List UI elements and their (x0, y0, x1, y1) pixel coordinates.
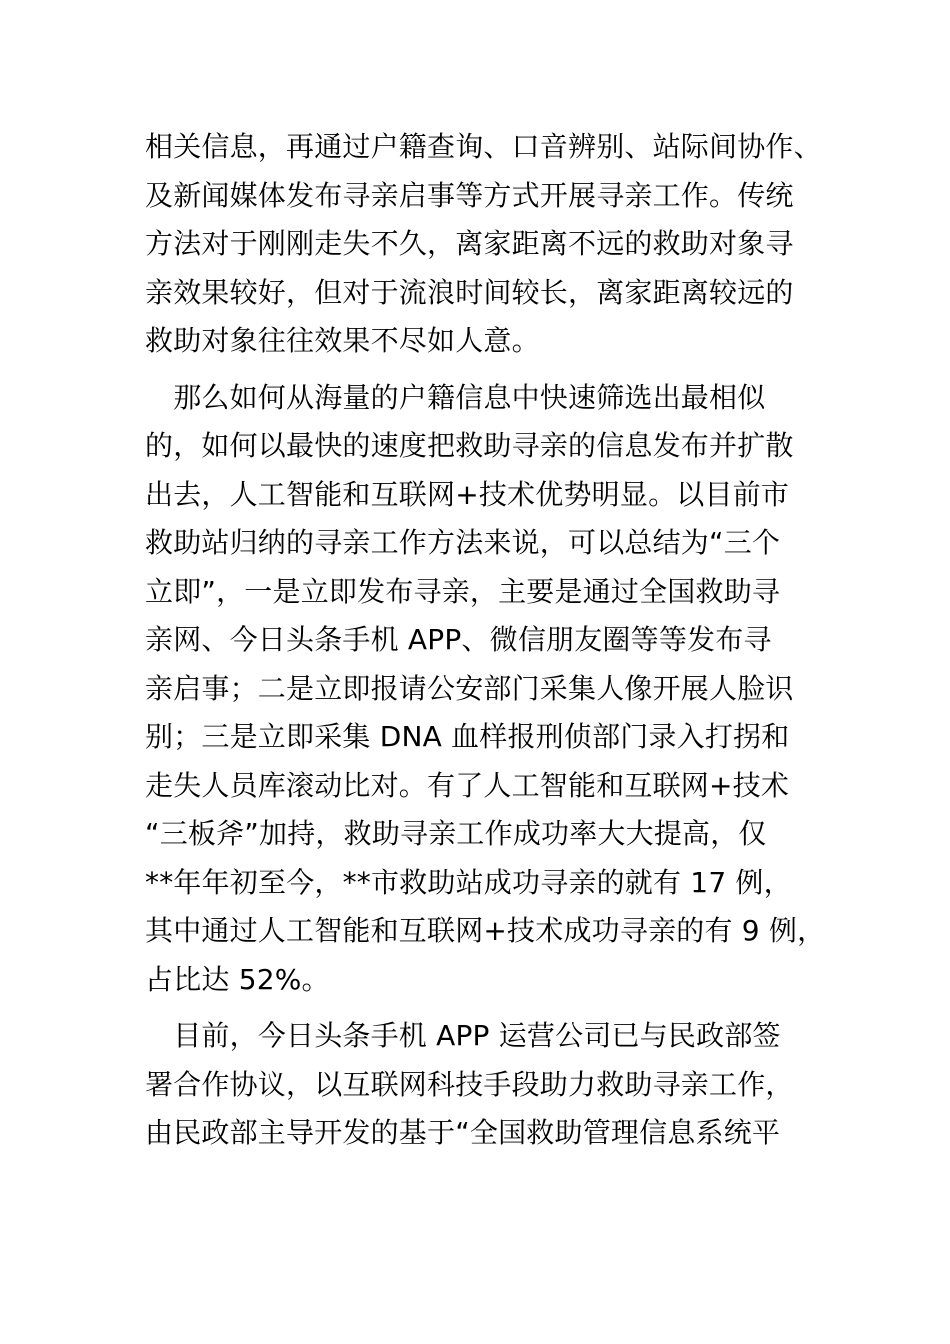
text-line: 其中通过人工智能和互联网+技术成功寻亲的有 9 例， (145, 914, 826, 947)
paragraph-spacer (145, 366, 825, 374)
body-text (145, 123, 825, 1158)
text-line: 方法对于刚刚走失不久，离家距离不远的救助对象寻 (145, 227, 794, 260)
text-line: 由民政部主导开发的基于“全国救助管理信息系统平 (145, 1116, 781, 1149)
text-line: 那么如何从海量的户籍信息中快速筛选出最相似 (145, 380, 766, 414)
text-line: 占比达 52%。 (145, 962, 330, 996)
text-line: 救助站归纳的寻亲工作方法来说，可以总结为“三个 (145, 526, 781, 559)
text-line: “三板斧”加持，救助寻亲工作成功率大大提高，仅 (145, 817, 767, 850)
paragraph-1 (145, 123, 825, 366)
text-line: 署合作协议，以互联网科技手段助力救助寻亲工作， (145, 1067, 794, 1101)
text-line: **年年初至今，**市救助站成功寻亲的就有 17 例， (145, 865, 792, 899)
paragraph-2 (145, 374, 825, 1005)
text-line: 救助对象往往效果不尽如人意。 (145, 324, 540, 357)
paragraph-spacer (145, 1004, 825, 1012)
text-line: 亲网、今日头条手机 APP、微信朋友圈等等发布寻 (145, 623, 772, 656)
text-line: 别；三是立即采集 DNA 血样报刑侦部门录入打拐和 (145, 720, 790, 753)
paragraph-3 (145, 1012, 825, 1158)
text-line: 及新闻媒体发布寻亲启事等方式开展寻亲工作。传统 (145, 178, 794, 212)
text-line: 相关信息，再通过户籍查询、口音辨别、站际间协作、 (145, 130, 822, 163)
text-line: 立即”，一是立即发布寻亲，主要是通过全国救助寻 (145, 574, 781, 608)
text-line: 走失人员库滚动比对。有了人工智能和互联网+技术 (145, 768, 790, 802)
text-line: 目前，今日头条手机 APP 运营公司已与民政部签 (145, 1019, 781, 1052)
text-line: 出去，人工智能和互联网+技术优势明显。以目前市 (145, 477, 790, 511)
text-line: 亲启事；二是立即报请公安部门采集人像开展人脸识 (145, 671, 794, 705)
text-line: 亲效果较好，但对于流浪时间较长，离家距离较远的 (145, 275, 794, 309)
text-line: 的，如何以最快的速度把救助寻亲的信息发布并扩散 (145, 429, 794, 462)
